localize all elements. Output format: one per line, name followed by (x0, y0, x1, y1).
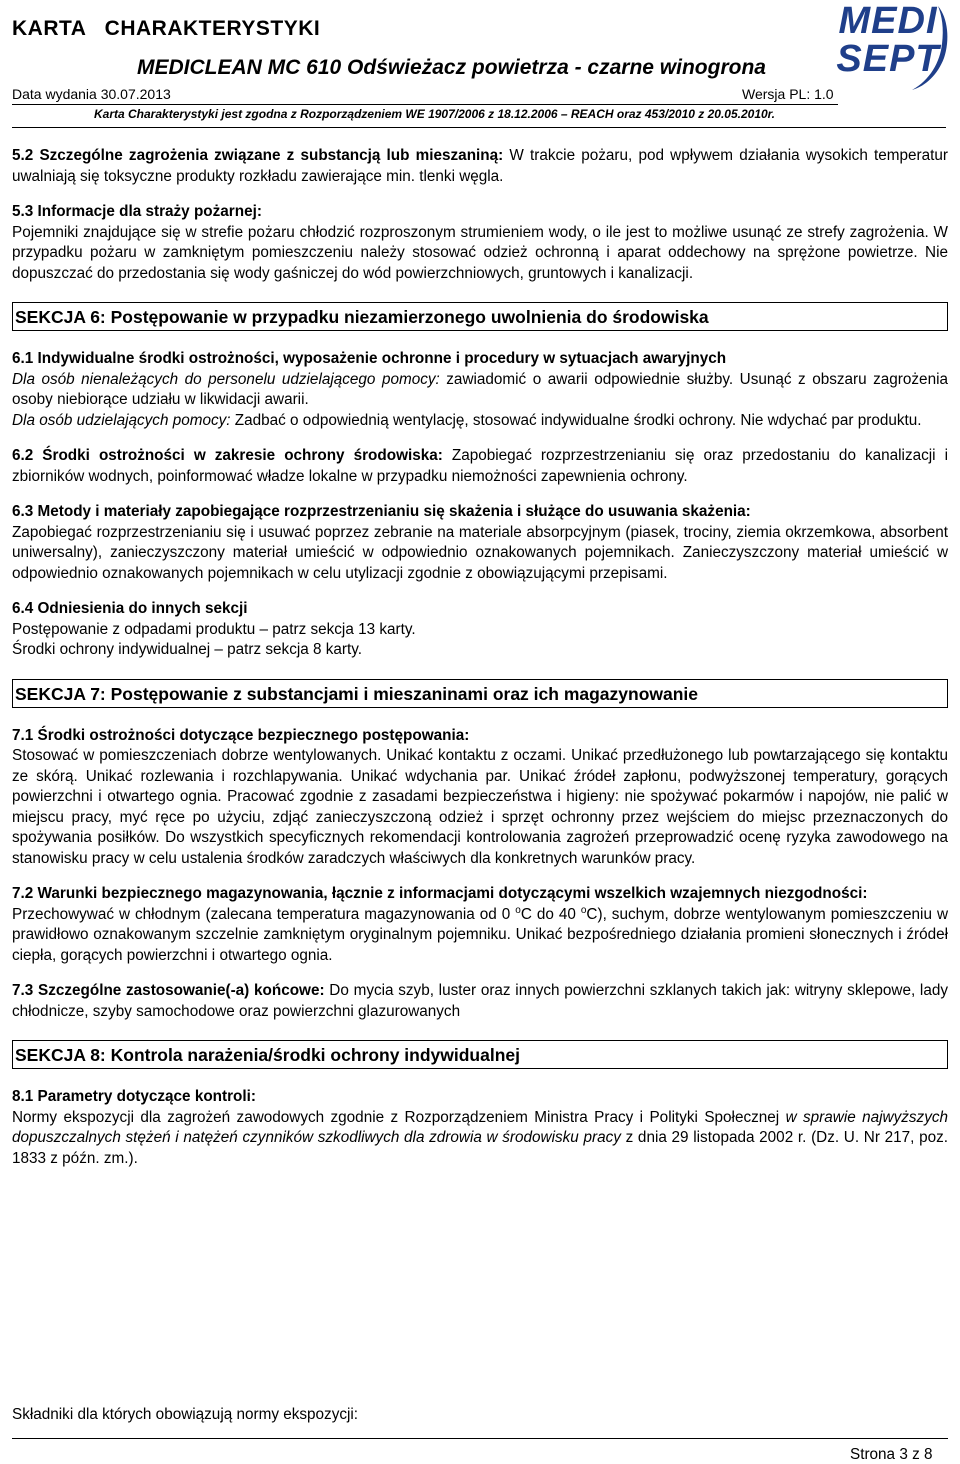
header-divider (12, 104, 838, 105)
document-type: KARTA CHARAKTERYSTYKI (12, 17, 321, 40)
section-8-title: SEKCJA 8: Kontrola narażenia/środki ochrony indywidualnej (12, 1040, 948, 1069)
logo-wordmark: MEDI SEPT (836, 0, 940, 80)
paragraph-5-2: 5.2 Szczególne zagrożenia związane z substancją lub mieszaniną: W trakcie pożaru, pod wpływem działania wysokich temperatur uwalniają się toksyczne produkty rozkładu zawierające min. tlenki węgla. (12, 147, 948, 185)
footer-divider (12, 1438, 948, 1439)
document-header (0, 0, 960, 128)
issue-date: Data wydania 30.07.2013 (12, 86, 171, 102)
heading-6-4: 6.4 Odniesienia do innych sekcji (12, 600, 248, 617)
product-name: MEDICLEAN MC 610 Odświeżacz powietrza - czarne winogrona (137, 56, 766, 79)
paragraph-6-4-line1: Postępowanie z odpadami produktu – patrz sekcja 13 karty. (12, 620, 416, 638)
heading-6-1: 6.1 Indywidualne środki ostrożności, wyposażenie ochronne i procedury w sytuacjach awaryjnych (12, 350, 727, 367)
paragraph-7-2: Przechowywać w chłodnym (zalecana temperatura magazynowania od 0 $^o$C do 40 $^o$C), suchym, dobrze wentylowanym pomieszczeniu w prawidłowo oznakowanym szczelnie zamkniętym oryginalnym pojemniku. Unikać bezpośredniego działania promieni słonecznych i źródeł ciepła, gorących powierzchni i otwartego ognia. (12, 904, 948, 964)
paragraph-6-3: Zapobiegać rozprzestrzenianiu się i usuwać poprzez zebranie na materiale absorpcyjnym (piasek, trociny, ziemia okrzemkowa, absorbent uniwersalny), zanieczyszczony materiał umieścić w odpowiednio oznakowanych pojemnikach. Zanieczyszczony materiał umieścić w odpowiednio oznakowanych pojemnikach w celu utylizacji zgodnie z obowiązującymi przepisami. (12, 523, 948, 582)
paragraph-6-2: 6.2 Środki ostrożności w zakresie ochrony środowiska: Zapobiegać rozprzestrzenianiu się oraz przedostaniu do kanalizacji i zbiorników wodnych, poinformować władze lokalne w przypadku niemożności zapewnienia ochrony. (12, 447, 948, 485)
heading-6-3: 6.3 Metody i materiały zapobiegające rozprzestrzenianiu się skażenia i służące do usuwania skażenia: (12, 503, 751, 520)
paragraph-7-1: Stosować w pomieszczeniach dobrze wentylowanych. Unikać kontaktu z oczami. Unikać przedłużonego lub powtarzającego się kontaktu ze skórą. Unikać rozlewania i rozchlapywania. Unikać wdychania par. Unikać źródeł zapłonu, podwyższonej temperatury, gorących powierzchni i otwartego ognia. Pracować zgodnie z zasadami bezpieczeństwa i higieny: nie spożywać pokarmów i napojów, nie palić w miejscu pracy, myć ręce po użyciu, zdjąć zanieczyszczoną odzież i sprzęt ochronny przez wejściem do miejsc przeznaczonych do spożywania posiłków. Do wszystkich specyficznych rekomendacji kontrolowania zagrożeń przeprowadzić ocenę ryzyka zawodowego na stanowisku pracy w celu ustalenia środków zaradczych właściwych dla konkretnych warunków pracy. (12, 747, 948, 867)
heading-7-2: 7.2 Warunki bezpiecznego magazynowania, łącznie z informacjami dotyczącymi wszelkich wzajemnych niezgodności: (12, 885, 868, 902)
page-number: Strona 3 z 8 (850, 1446, 933, 1463)
paragraph-6-4-line2: Środki ochrony indywidualnej – patrz sekcja 8 karty. (12, 641, 363, 658)
paragraph-8-1: Normy ekspozycji dla zagrożeń zawodowych zgodnie z Rozporządzeniem Ministra Pracy i Polityki Społecznej w sprawie najwyższych dopuszczalnych stężeń i natężeń czynników szkodliwych dla zdrowia w środowisku pracy z dnia 29 listopada 2002 r. (Dz. U. Nr 217, poz. 1833 z późn. zm.). (12, 1108, 948, 1167)
paragraph-5-3: Pojemniki znajdujące się w strefie pożaru chłodzić rozproszonym strumieniem wody, o ile jest to możliwe usunąć ze strefy zagrożenia. W przypadku pożaru w zamkniętym pomieszczeniu należy stosować odzież ochronną i aparat oddechowy na sprężone powietrze. Nie dopuszczać do przedostania się wody gaśniczej do wód powierzchniowych, gruntowych i kanalizacji. (12, 223, 948, 282)
paragraph-6-1-b: Dla osób udzielających pomocy: Zadbać o odpowiednią wentylację, stosować indywidualne środki ochrony. Nie wdychać par produktu. (12, 411, 922, 429)
section-7-title: SEKCJA 7: Postępowanie z substancjami i mieszaninami oraz ich magazynowanie (12, 679, 948, 708)
heading-5-3: 5.3 Informacje dla straży pożarnej: (12, 203, 262, 220)
heading-8-1: 8.1 Parametry dotyczące kontroli: (12, 1088, 256, 1105)
regulation-note: Karta Charakterystyki jest zgodna z Rozporządzeniem WE 1907/2006 z 18.12.2006 – REACH oraz 453/2010 z 20.05.2010r. (94, 107, 776, 121)
exposure-components-label: Składniki dla których obowiązują normy ekspozycji: (12, 1406, 359, 1423)
heading-7-1: 7.1 Środki ostrożności dotyczące bezpiecznego postępowania: (12, 726, 470, 744)
version: Wersja PL: 1.0 (742, 86, 834, 102)
header-divider-bottom (12, 127, 946, 128)
paragraph-6-1-a: Dla osób nienależących do personelu udzielającego pomocy: zawiadomić o awarii odpowiednie służby. Usunąć z obszaru zagrożenia osoby niebiorące udziału w likwidacji awarii. (12, 370, 948, 408)
document-body (12, 146, 948, 1169)
section-6-title: SEKCJA 6: Postępowanie w przypadku niezamierzonego uwolnienia do środowiska (12, 302, 948, 331)
paragraph-7-3: 7.3 Szczególne zastosowanie(-a) końcowe: Do mycia szyb, luster oraz innych powierzchni szklanych takich jak: witryny sklepowe, lady chłodnicze, szyby samochodowe oraz powierzchni glazurowanych (12, 982, 948, 1020)
